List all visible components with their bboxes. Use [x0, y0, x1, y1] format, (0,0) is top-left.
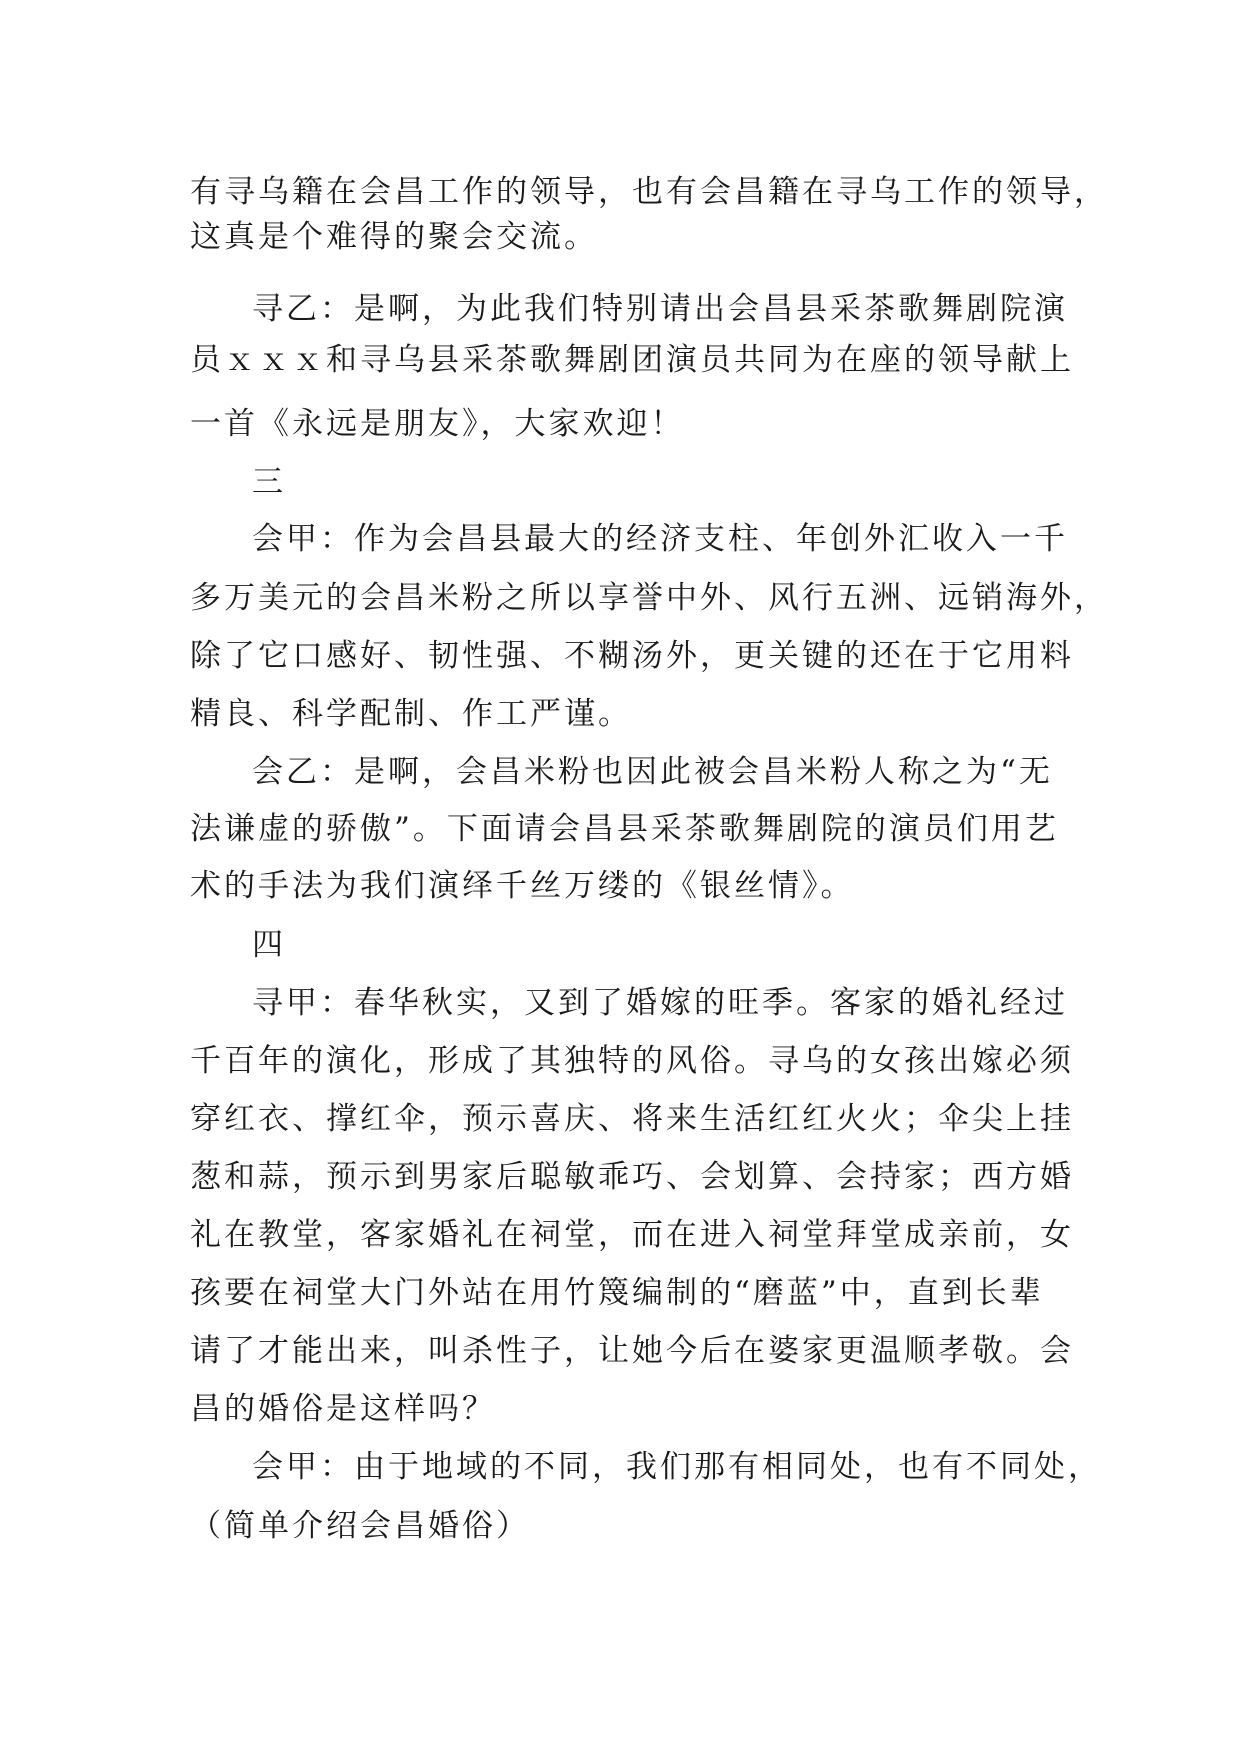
speaker-line-xun-jia: 寻甲：春华秋实，又到了婚嫁的旺季。客家的婚礼经过	[252, 985, 1068, 1021]
speaker-line-hui-jia: 会甲：作为会昌县最大的经济支柱、年创外汇收入一千	[252, 521, 1068, 557]
text-line: （简单介绍会昌婚俗）	[190, 1508, 530, 1544]
text-line: 员ｘｘｘ和寻乌县采茶歌舞剧团演员共同为在座的领导献上	[190, 342, 1074, 378]
text-line: 精良、科学配制、作工严谨。	[190, 696, 632, 732]
text-line: 这真是个难得的聚会交流。	[190, 219, 598, 255]
text-line: 千百年的演化，形成了其独特的风俗。寻乌的女孩出嫁必须	[190, 1043, 1074, 1079]
text-line: 除了它口感好、韧性强、不糊汤外，更关键的还在于它用料	[190, 638, 1074, 674]
text-line: 请了才能出来，叫杀性子，让她今后在婆家更温顺孝敬。会	[190, 1333, 1074, 1369]
section-number-three: 三	[252, 464, 286, 500]
text-line: 穿红衣、撑红伞，预示喜庆、将来生活红红火火；伞尖上挂	[190, 1101, 1074, 1137]
speaker-line-hui-jia: 会甲：由于地域的不同，我们那有相同处，也有不同处，	[252, 1449, 1102, 1485]
text-line: 昌的婚俗是这样吗？	[190, 1391, 496, 1427]
text-line: 法谦虚的骄傲”。下面请会昌县采茶歌舞剧院的演员们用艺	[190, 811, 1059, 847]
text-line: 孩要在祠堂大门外站在用竹篾编制的“磨蓝”中，直到长辈	[190, 1275, 1044, 1311]
text-line: 有寻乌籍在会昌工作的领导，也有会昌籍在寻乌工作的领导，	[190, 174, 1108, 210]
text-line: 一首《永远是朋友》，大家欢迎！	[190, 406, 685, 442]
text-line: 多万美元的会昌米粉之所以享誉中外、风行五洲、远销海外，	[190, 580, 1108, 616]
section-number-four: 四	[252, 927, 286, 963]
text-line: 术的手法为我们演绎千丝万缕的《银丝情》。	[190, 868, 855, 904]
text-line: 葱和蒜，预示到男家后聪敏乖巧、会划算、会持家；西方婚	[190, 1159, 1074, 1195]
speaker-line-xun-yi: 寻乙：是啊，为此我们特别请出会昌县采茶歌舞剧院演	[252, 291, 1068, 327]
speaker-line-hui-yi: 会乙：是啊，会昌米粉也因此被会昌米粉人称之为“无	[252, 754, 1053, 790]
text-line: 礼在教堂，客家婚礼在祠堂，而在进入祠堂拜堂成亲前，女	[190, 1217, 1074, 1253]
